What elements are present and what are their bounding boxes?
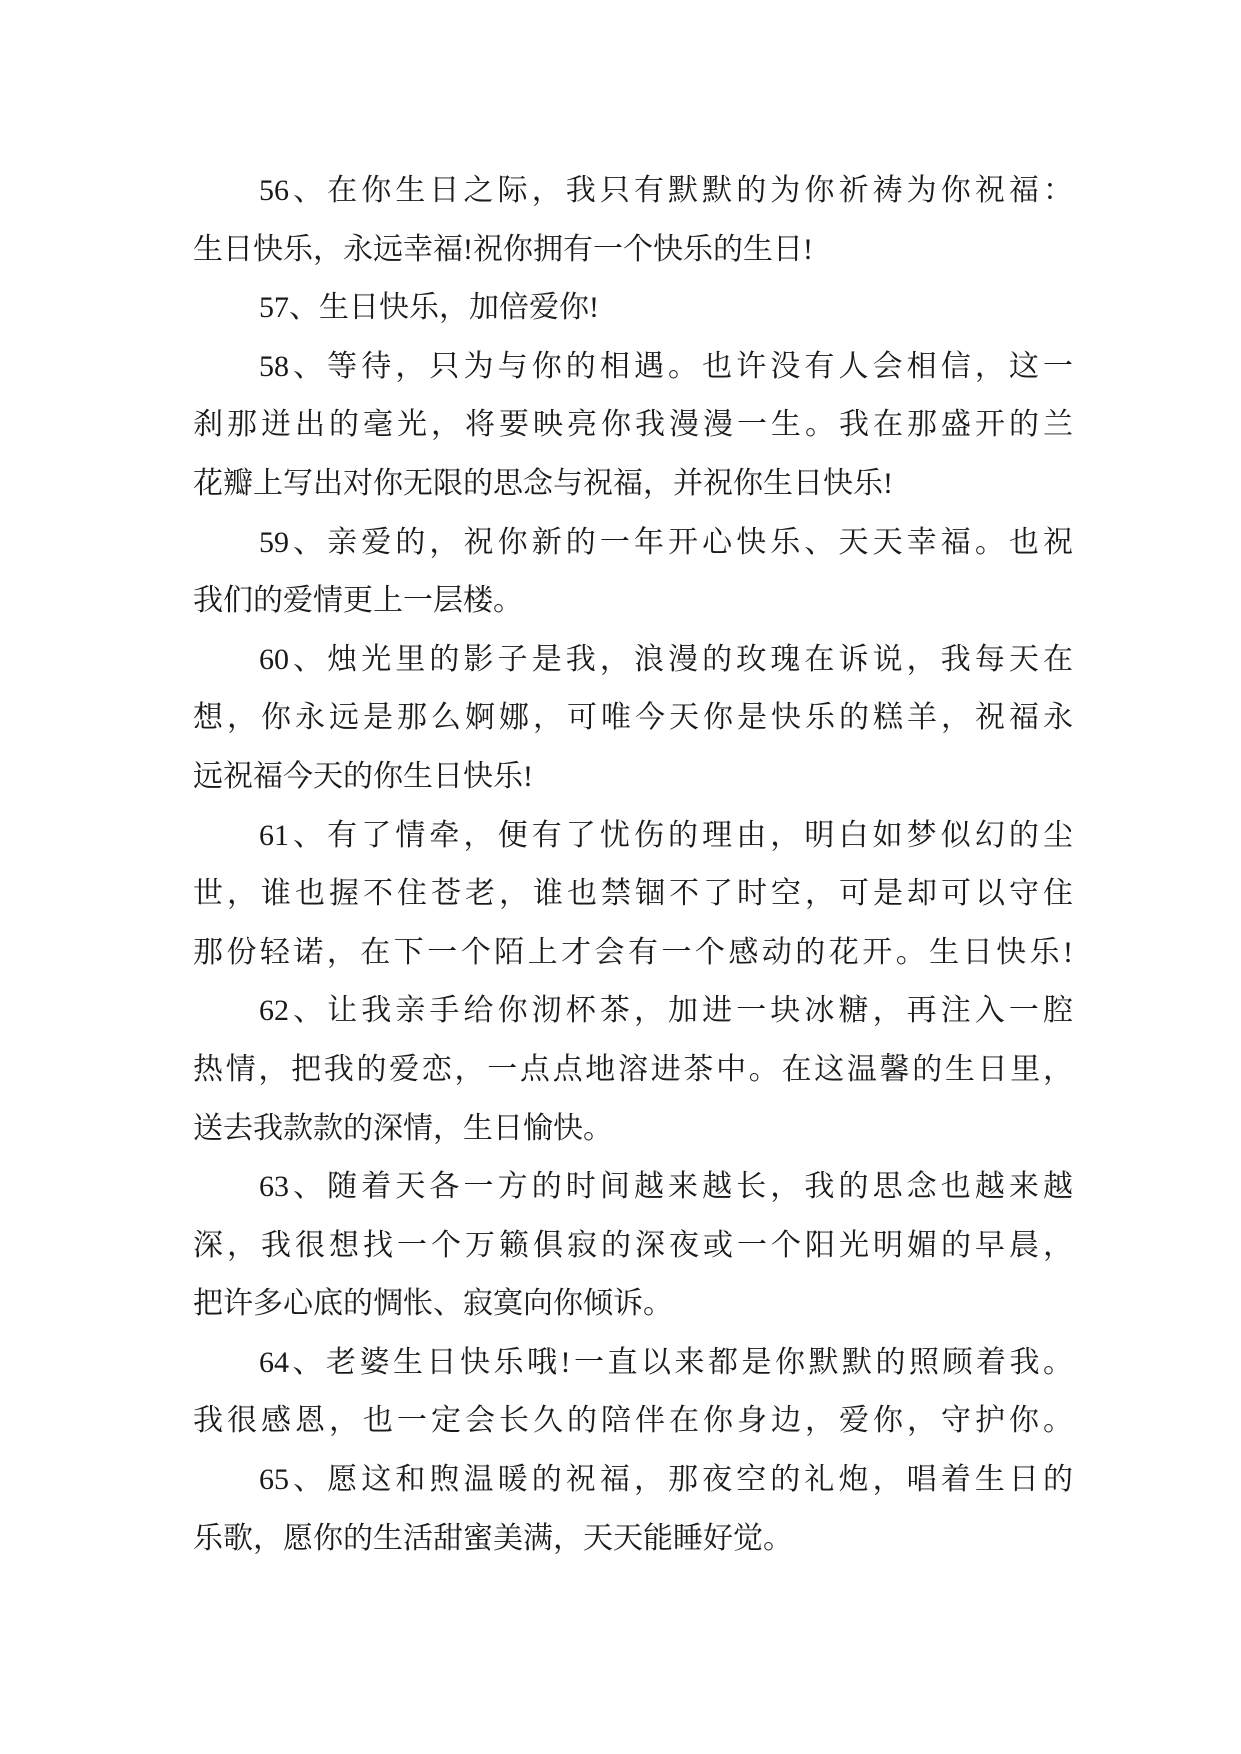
text-line: 乐歌，愿你的生活甜蜜美满，天天能睡好觉。	[193, 1521, 793, 1555]
paragraph-65	[193, 1451, 1073, 1568]
paragraph-56	[193, 162, 1073, 279]
text-line: 我们的爱情更上一层楼。	[193, 584, 523, 618]
text-line: 57、生日快乐，加倍爱你!	[259, 291, 599, 325]
text-line: 63、随着天各一方的时间越来越长，我的思念也越来越	[259, 1170, 1073, 1204]
text-line: 热情，把我的爱恋，一点点地溶进茶中。在这温馨的生日里，	[193, 1052, 1073, 1086]
text-line: 62、让我亲手给你沏杯茶，加进一块冰糖，再注入一腔	[259, 994, 1073, 1028]
paragraph-60	[193, 631, 1073, 807]
text-line: 64、老婆生日快乐哦!一直以来都是你默默的照顾着我。	[259, 1345, 1073, 1379]
text-line: 深，我很想找一个万籁俱寂的深夜或一个阳光明媚的早晨，	[193, 1228, 1073, 1262]
text-line: 远祝福今天的你生日快乐!	[193, 759, 533, 793]
text-line: 60、烛光里的影子是我，浪漫的玫瑰在诉说，我每天在	[259, 642, 1073, 676]
text-line: 我很感恩，也一定会长久的陪伴在你身边，爱你，守护你。	[193, 1404, 1073, 1438]
paragraph-63	[193, 1158, 1073, 1334]
text-line: 58、等待，只为与你的相遇。也许没有人会相信，这一	[259, 349, 1073, 383]
text-line: 65、愿这和煦温暖的祝福，那夜空的礼炮，唱着生日的	[259, 1463, 1073, 1497]
paragraph-58	[193, 338, 1073, 514]
text-line: 刹那迸出的毫光，将要映亮你我漫漫一生。我在那盛开的兰	[193, 408, 1073, 442]
text-line: 那份轻诺，在下一个陌上才会有一个感动的花开。生日快乐!	[193, 935, 1073, 969]
text-line: 世，谁也握不住苍老，谁也禁锢不了时空，可是却可以守住	[193, 877, 1073, 911]
text-line: 生日快乐，永远幸福!祝你拥有一个快乐的生日!	[193, 232, 813, 266]
text-line: 56、在你生日之际，我只有默默的为你祈祷为你祝福：	[259, 174, 1073, 207]
text-line: 59、亲爱的，祝你新的一年开心快乐、天天幸福。也祝	[259, 525, 1073, 559]
paragraph-61	[193, 807, 1073, 983]
text-line: 送去我款款的深情，生日愉快。	[193, 1111, 613, 1145]
text-line: 想，你永远是那么婀娜，可唯今天你是快乐的糕羊，祝福永	[193, 701, 1073, 735]
paragraph-59	[193, 514, 1073, 631]
text-line: 61、有了情牵，便有了忧伤的理由，明白如梦似幻的尘	[259, 818, 1073, 852]
paragraph-62	[193, 982, 1073, 1158]
document-body	[193, 162, 1073, 1568]
text-line: 把许多心底的惆怅、寂寞向你倾诉。	[193, 1287, 673, 1321]
text-line: 花瓣上写出对你无限的思念与祝福，并祝你生日快乐!	[193, 466, 893, 500]
paragraph-57	[193, 279, 1073, 338]
paragraph-64	[193, 1334, 1073, 1451]
